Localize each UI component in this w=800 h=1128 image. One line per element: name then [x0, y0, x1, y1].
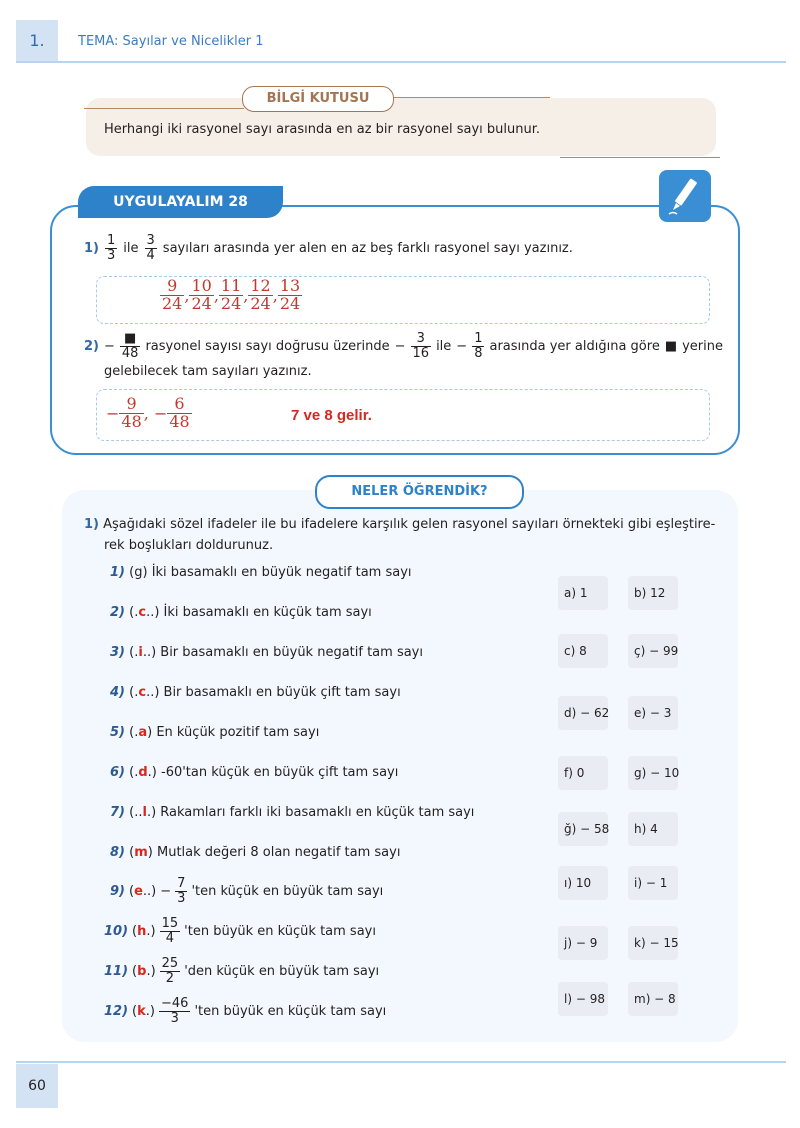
answer-1-handwritten: $\frac{9}{24}$ , $\frac{10}{24}$ , $\frac{11}{24}$ , $\frac{12}{24}$ , $\frac{13}{24}$: [162, 276, 301, 313]
option-b: b) 12: [628, 576, 678, 610]
option-j: j) − 9: [558, 926, 608, 960]
pencil-icon: [659, 170, 711, 222]
fraction: $\frac{1}{3}$: [107, 233, 116, 263]
list-item: 10) (h.) $\frac{15}{4}$ 'ten büyük en küçük tam sayı: [104, 916, 376, 946]
intro-text-cont: rek boşlukları doldurunuz.: [104, 538, 274, 553]
list-item: 4) (.c..) Bir basamaklı en büyük çift tam sayı: [110, 685, 401, 700]
tema-title: TEMA: Sayılar ve Nicelikler 1: [78, 34, 264, 49]
question-number: 1): [84, 517, 99, 532]
question-number: 1): [84, 240, 99, 256]
connector-text: ile: [436, 338, 452, 354]
chapter-number: 1.: [29, 31, 45, 50]
question-2: 2) − $\frac{■}{48}$ rasyonel sayısı sayı doğrusu üzerinde − $\frac{3}{16}$ ile − $\frac{1}{8}$ arasında yer aldığına göre ■ yerine: [84, 331, 723, 361]
question-1: [84, 234, 573, 262]
option-d: d) − 62: [558, 696, 608, 730]
answer-2-text: 7 ve 8 gelir.: [291, 407, 372, 424]
fraction: $\frac{3}{4}$: [146, 233, 155, 263]
list-item: 8) (m) Mutlak değeri 8 olan negatif tam sayı: [110, 845, 401, 860]
filled-answer: b: [137, 963, 147, 979]
list-item: 5) (.a) En küçük pozitif tam sayı: [110, 725, 320, 740]
info-box-ornament-line: [560, 157, 720, 158]
question-text: sayıları arasında yer alen en az beş farklı rasyonel sayı yazınız.: [162, 240, 573, 256]
filled-answer: c: [138, 685, 147, 700]
filled-answer: i: [138, 645, 143, 660]
option-f: f) 0: [558, 756, 608, 790]
list-item: 3) (.i..) Bir basamaklı en büyük negatif tam sayı: [110, 645, 423, 660]
option-g-breve: ğ) − 58: [558, 812, 608, 846]
option-dotless-i: ı) 10: [558, 866, 608, 900]
filled-answer: k: [137, 1003, 146, 1019]
question-text: rasyonel sayısı sayı doğrusu üzerinde: [145, 338, 390, 354]
footer-divider: [16, 1061, 786, 1063]
filled-answer: d: [138, 765, 148, 780]
info-box-ornament-line: [84, 108, 244, 109]
learned-title: NELER ÖĞRENDİK?: [315, 475, 524, 509]
header-divider: [16, 61, 786, 63]
exercise-title: UYGULAYALIM 28: [78, 186, 283, 218]
question-text: yerine: [682, 338, 723, 354]
list-item: 12) (k.) $\frac{-46}{3}$ 'ten büyük en küçük tam sayı: [104, 996, 387, 1026]
info-box-title: BİLGİ KUTUSU: [242, 86, 394, 112]
option-i: i) − 1: [628, 866, 678, 900]
option-k: k) − 15: [628, 926, 678, 960]
list-item: 2) (.c..) İki basamaklı en küçük tam sayı: [110, 605, 372, 620]
fraction: $\frac{■}{48}$: [121, 331, 139, 361]
learned-intro: [84, 517, 715, 532]
question-text: arasında yer aldığına göre: [489, 338, 660, 354]
question-number: 2): [84, 338, 99, 354]
list-item: 9) (e..) − $\frac{7}{3}$ 'ten küçük en büyük tam sayı: [110, 876, 384, 906]
option-a: a) 1: [558, 576, 608, 610]
question-text-cont: gelebilecek tam sayıları yazınız.: [104, 364, 312, 379]
filled-answer: c: [138, 605, 147, 620]
filled-answer: m: [134, 845, 148, 860]
fraction: $\frac{1}{8}$: [474, 331, 483, 361]
intro-text: Aşağıdaki sözel ifadeler ile bu ifadelere karşılık gelen rasyonel sayıları örnekteki gibi eşleştire-: [103, 517, 716, 532]
list-item: 11) (b.) $\frac{25}{2}$ 'den küçük en büyük tam sayı: [104, 956, 380, 986]
info-box-text: Herhangi iki rasyonel sayı arasında en az bir rasyonel sayı bulunur.: [104, 122, 540, 137]
option-g: g) − 10: [628, 756, 678, 790]
list-item: 6) (.d.) -60'tan küçük en büyük çift tam sayı: [110, 765, 399, 780]
answer-2-handwritten: − $\frac{9}{48}$ , − $\frac{6}{48}$: [106, 394, 190, 431]
filled-answer: e: [134, 883, 143, 899]
option-c: c) 8: [558, 634, 608, 668]
filled-answer: h: [137, 923, 147, 939]
list-item: 1) (g) İki basamaklı en büyük negatif tam sayı: [110, 565, 412, 580]
option-h: h) 4: [628, 812, 678, 846]
option-m: m) − 8: [628, 982, 678, 1016]
option-e: e) − 3: [628, 696, 678, 730]
square-symbol: ■: [664, 338, 678, 354]
option-c-cedilla: ç) − 99: [628, 634, 678, 668]
connector-text: ile: [123, 240, 139, 256]
fraction: $\frac{3}{16}$: [412, 331, 430, 361]
filled-answer: l: [142, 805, 147, 820]
filled-answer: a: [138, 725, 148, 740]
option-l: l) − 98: [558, 982, 608, 1016]
list-item: 7) (..l.) Rakamları farklı iki basamaklı en küçük tam sayı: [110, 805, 475, 820]
page-number: 60: [16, 1064, 58, 1108]
